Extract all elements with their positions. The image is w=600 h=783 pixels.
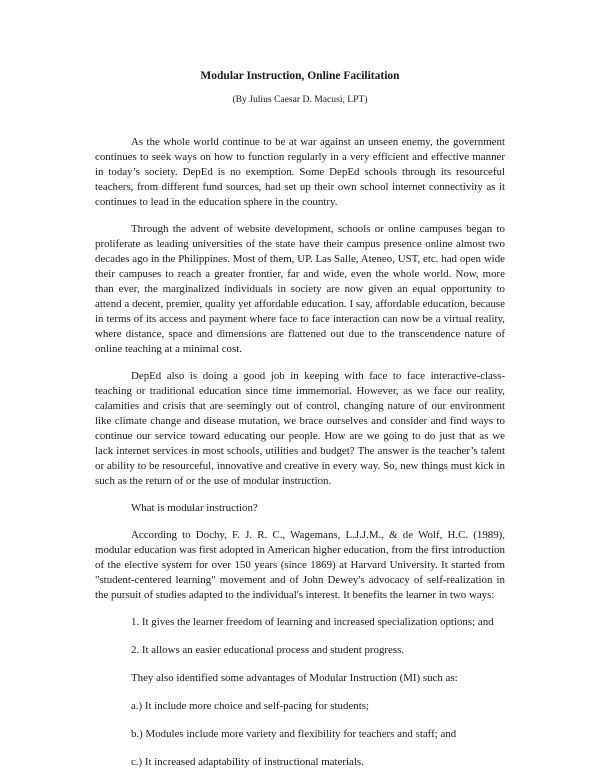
paragraph-advantages-intro: They also identified some advantages of Modular Instruction (MI) such as: [131,672,458,684]
paragraph-intro: As the whole world continue to be at war against an unseen enemy, the government continues to seek ways on how to function regularly in a very efficient and effective manner in today’s society. DepEd is no exemption. Some DepEd schools through its resourceful teachers, from different fund sources, had set up their own school internet connectivity as it continues to lead in the education sphere in the country. [95,136,505,208]
list-item-advantage-a: a.) It include more choice and self-pacing for students; [131,700,369,712]
document-title: Modular Instruction, Online Facilitation [200,70,400,82]
list-item-benefit-2: 2. It allows an easier educational process and student progress. [131,644,405,656]
list-item-advantage-c: c.) It increased adaptability of instructional materials. [131,756,364,768]
document-body [95,135,505,783]
paragraph-deped-traditional: DepEd also is doing a good job in keeping with face to face interactive-class-teaching or traditional education since time immemorial. However, as we face our reality, calamities and crisis that are seemingly out of control, changing nature of our environment like climate change and disease mutation, we brace ourselves and consider and find ways to continue our service toward educating our people. How are we going to do just that as we lack internet services in most schools, utilities and budget? The answer is the teacher’s talent or ability to be resourceful, innovative and creative in every way. So, new things must kick in such as the return of or the use of modular instruction. [95,370,505,487]
document-byline: (By Julius Caesar D. Macusi, LPT) [232,94,368,105]
list-item-benefit-1: 1. It gives the learner freedom of learning and increased specialization options; and [131,616,494,628]
paragraph-website-development: Through the advent of website development, schools or online campuses began to proliferate as leading universities of the state have their campus presence online almost two decades ago in the Philippines. Most of them, UP. Las Salle, Ateneo, UST, etc. had open wide their campuses to reach a greater frontier, far and wide, even the whole world. Now, more than ever, the marginalized individuals in society are now given an equal opportunity to attend a decent, premier, quality yet affordable education. I say, affordable education, because in terms of its access and payment where face to face interaction can now be a virtual reality, where distance, space and dimensions are flattened out due to the transcendence nature of online teaching at a minimal cost. [95,223,505,355]
paragraph-question: What is modular instruction? [131,502,258,514]
paragraph-dochy-citation: According to Dochy, F. J. R. C., Wagemans, L.J.J.M., & de Wolf, H.C. (1989), modular education was first adopted in American higher education, from the first introduction of the elective system for over 150 years (since 1869) at Harvard University. It started from "student-centered learning" movement and of John Dewey's advocacy of self-realization in the pursuit of studies adapted to the individual's interest. It benefits the learner in two ways: [95,529,505,601]
list-item-advantage-b: b.) Modules include more variety and flexibility for teachers and staff; and [131,728,457,740]
